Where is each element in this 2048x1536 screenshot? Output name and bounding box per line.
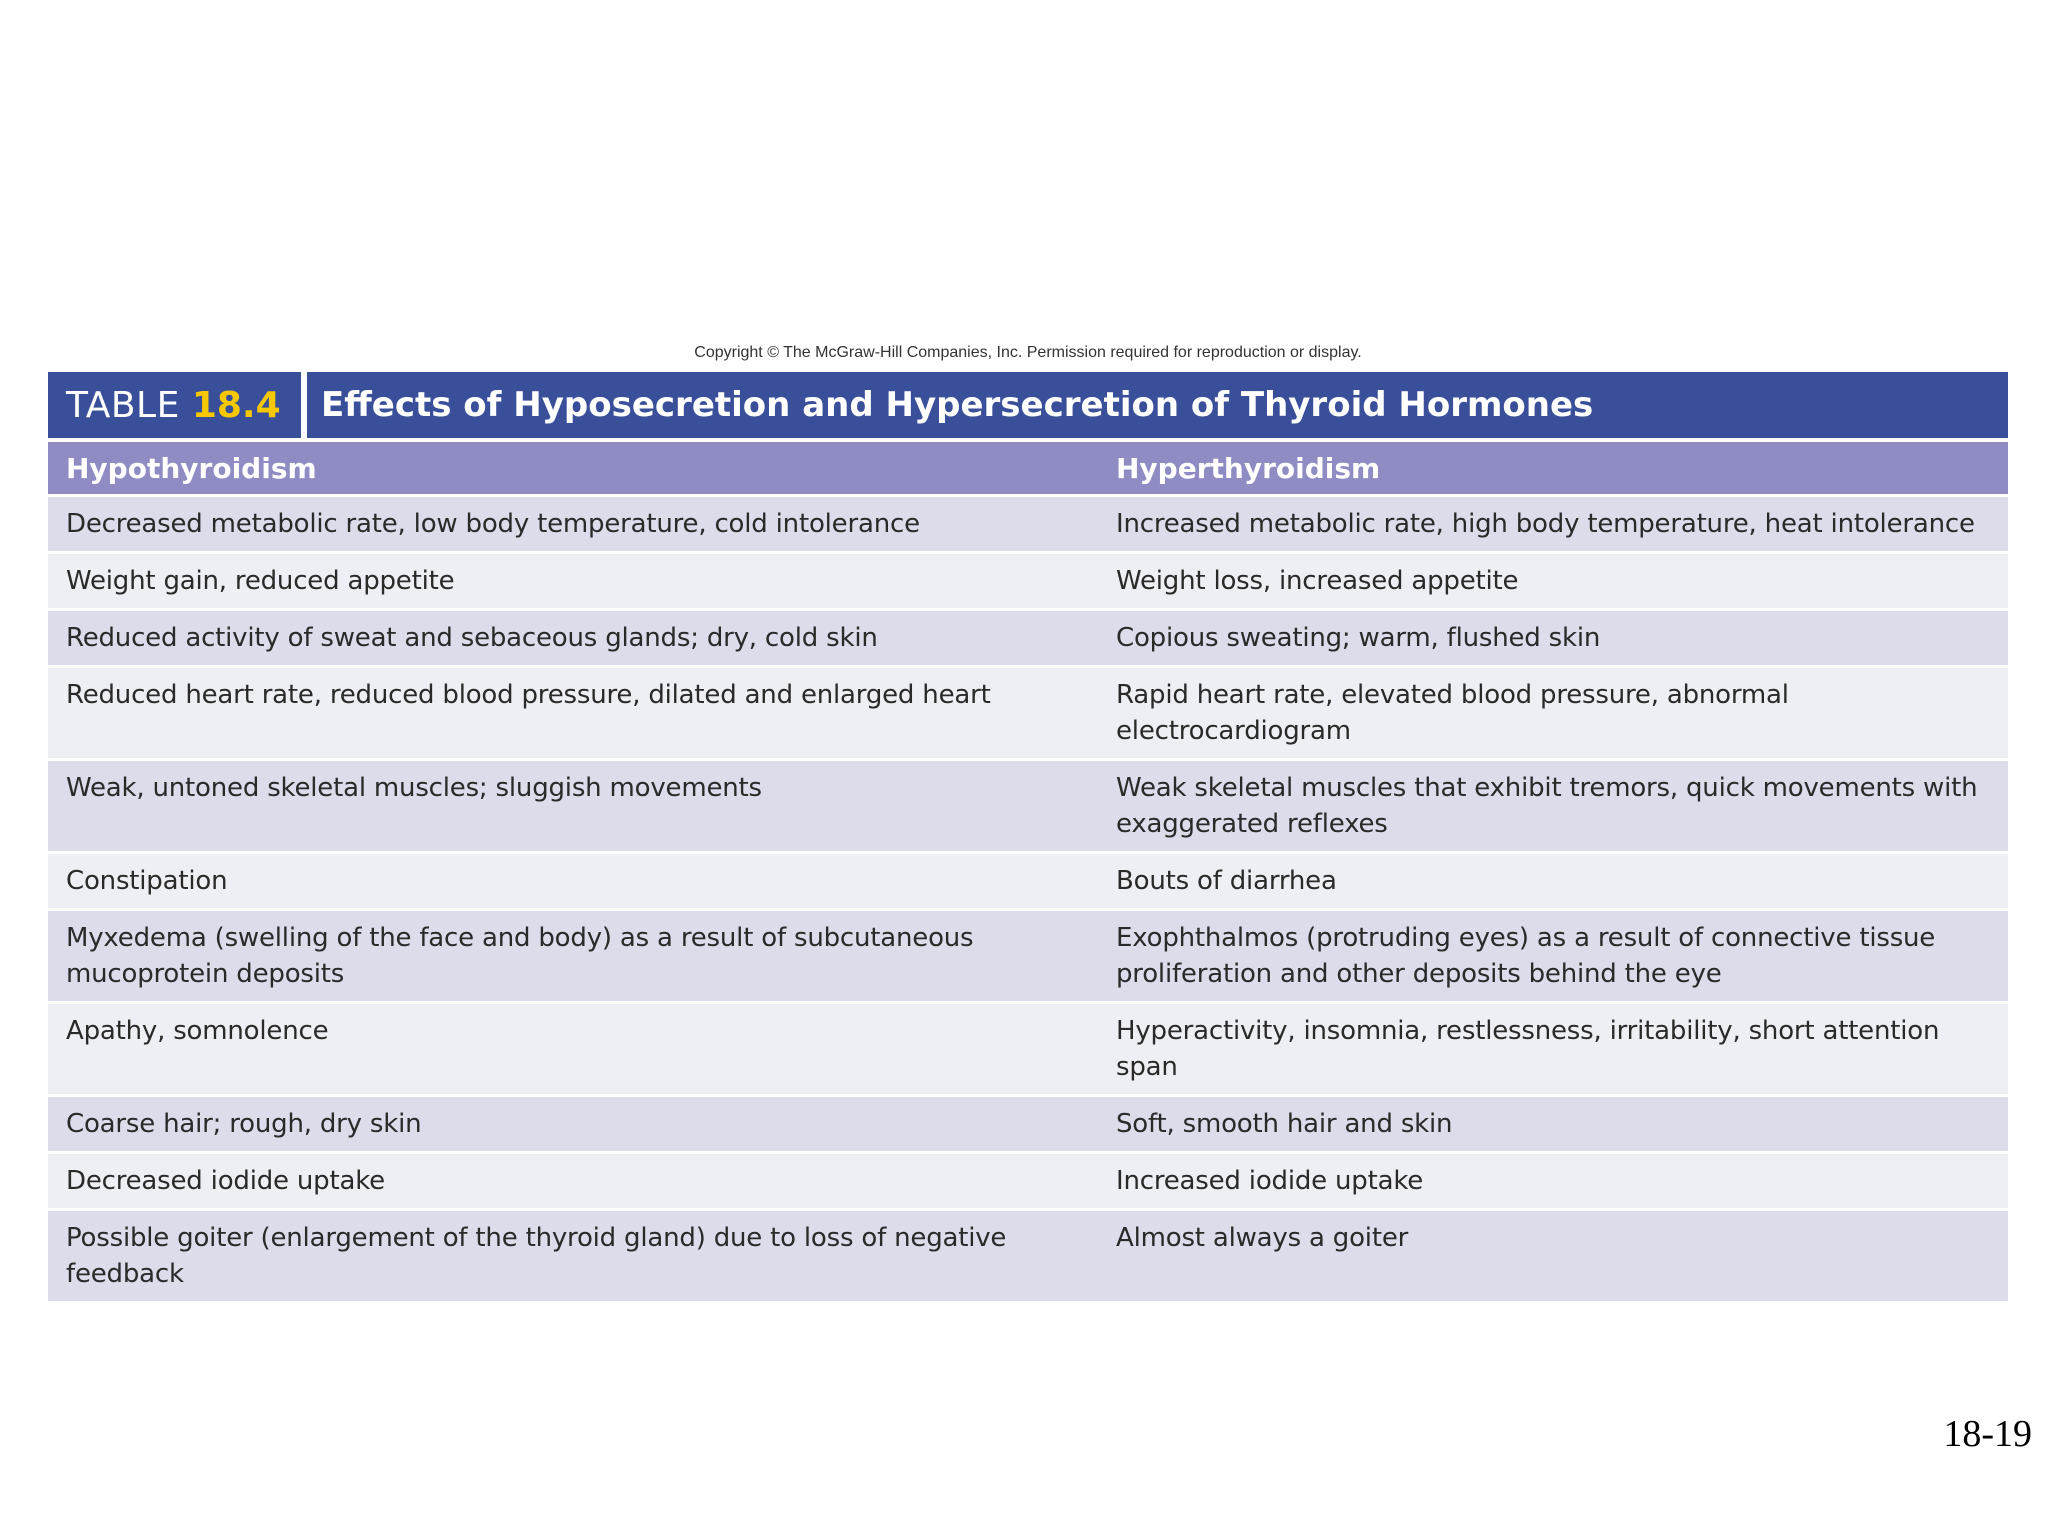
hypothyroidism-cell: Reduced heart rate, reduced blood pressure, dilated and enlarged heart	[48, 667, 1107, 760]
thyroid-effects-table	[48, 372, 2008, 1304]
column-header-hypothyroidism: Hypothyroidism	[48, 442, 1107, 496]
table-row	[48, 1096, 2008, 1153]
hypothyroidism-cell: Weight gain, reduced appetite	[48, 553, 1107, 610]
hyperthyroidism-cell: Exophthalmos (protruding eyes) as a result of connective tissue proliferation and other deposits behind the eye	[1107, 910, 2008, 1003]
table-label-word: TABLE	[66, 384, 180, 426]
table-row	[48, 910, 2008, 1003]
slide-number: 18-19	[1943, 1413, 2032, 1455]
hypothyroidism-cell: Possible goiter (enlargement of the thyroid gland) due to loss of negative feedback	[48, 1210, 1107, 1303]
hypothyroidism-cell: Decreased iodide uptake	[48, 1153, 1107, 1210]
hyperthyroidism-cell: Weak skeletal muscles that exhibit tremors, quick movements with exaggerated reflexes	[1107, 760, 2008, 853]
table-label	[48, 372, 301, 438]
hyperthyroidism-cell: Increased iodide uptake	[1107, 1153, 2008, 1210]
hyperthyroidism-cell: Rapid heart rate, elevated blood pressure, abnormal electrocardiogram	[1107, 667, 2008, 760]
comparison-table	[48, 442, 2008, 1304]
hyperthyroidism-cell: Hyperactivity, insomnia, restlessness, irritability, short attention span	[1107, 1003, 2008, 1096]
table-label-number: 18.4	[191, 384, 281, 426]
hyperthyroidism-cell: Soft, smooth hair and skin	[1107, 1096, 2008, 1153]
table-row	[48, 760, 2008, 853]
table-row	[48, 553, 2008, 610]
table-row	[48, 853, 2008, 910]
hyperthyroidism-cell: Weight loss, increased appetite	[1107, 553, 2008, 610]
table-row	[48, 667, 2008, 760]
hyperthyroidism-cell: Bouts of diarrhea	[1107, 853, 2008, 910]
hyperthyroidism-cell: Copious sweating; warm, flushed skin	[1107, 610, 2008, 667]
table-title-bar	[48, 372, 2008, 442]
table-row	[48, 610, 2008, 667]
table-row	[48, 1003, 2008, 1096]
hypothyroidism-cell: Reduced activity of sweat and sebaceous glands; dry, cold skin	[48, 610, 1107, 667]
hypothyroidism-cell: Decreased metabolic rate, low body temperature, cold intolerance	[48, 496, 1107, 553]
hyperthyroidism-cell: Almost always a goiter	[1107, 1210, 2008, 1303]
table-body	[48, 496, 2008, 1303]
table-title: Effects of Hyposecretion and Hypersecretion of Thyroid Hormones	[321, 385, 1594, 425]
table-row	[48, 1210, 2008, 1303]
table-row	[48, 496, 2008, 553]
hypothyroidism-cell: Apathy, somnolence	[48, 1003, 1107, 1096]
hypothyroidism-cell: Weak, untoned skeletal muscles; sluggish movements	[48, 760, 1107, 853]
table-row	[48, 1153, 2008, 1210]
hypothyroidism-cell: Coarse hair; rough, dry skin	[48, 1096, 1107, 1153]
column-header-hyperthyroidism: Hyperthyroidism	[1107, 442, 2008, 496]
hypothyroidism-cell: Constipation	[48, 853, 1107, 910]
hyperthyroidism-cell: Increased metabolic rate, high body temperature, heat intolerance	[1107, 496, 2008, 553]
header-row	[48, 442, 2008, 496]
copyright-notice: Copyright © The McGraw-Hill Companies, Inc. Permission required for reproduction or display.	[694, 344, 1362, 361]
hypothyroidism-cell: Myxedema (swelling of the face and body) as a result of subcutaneous mucoprotein deposits	[48, 910, 1107, 1003]
